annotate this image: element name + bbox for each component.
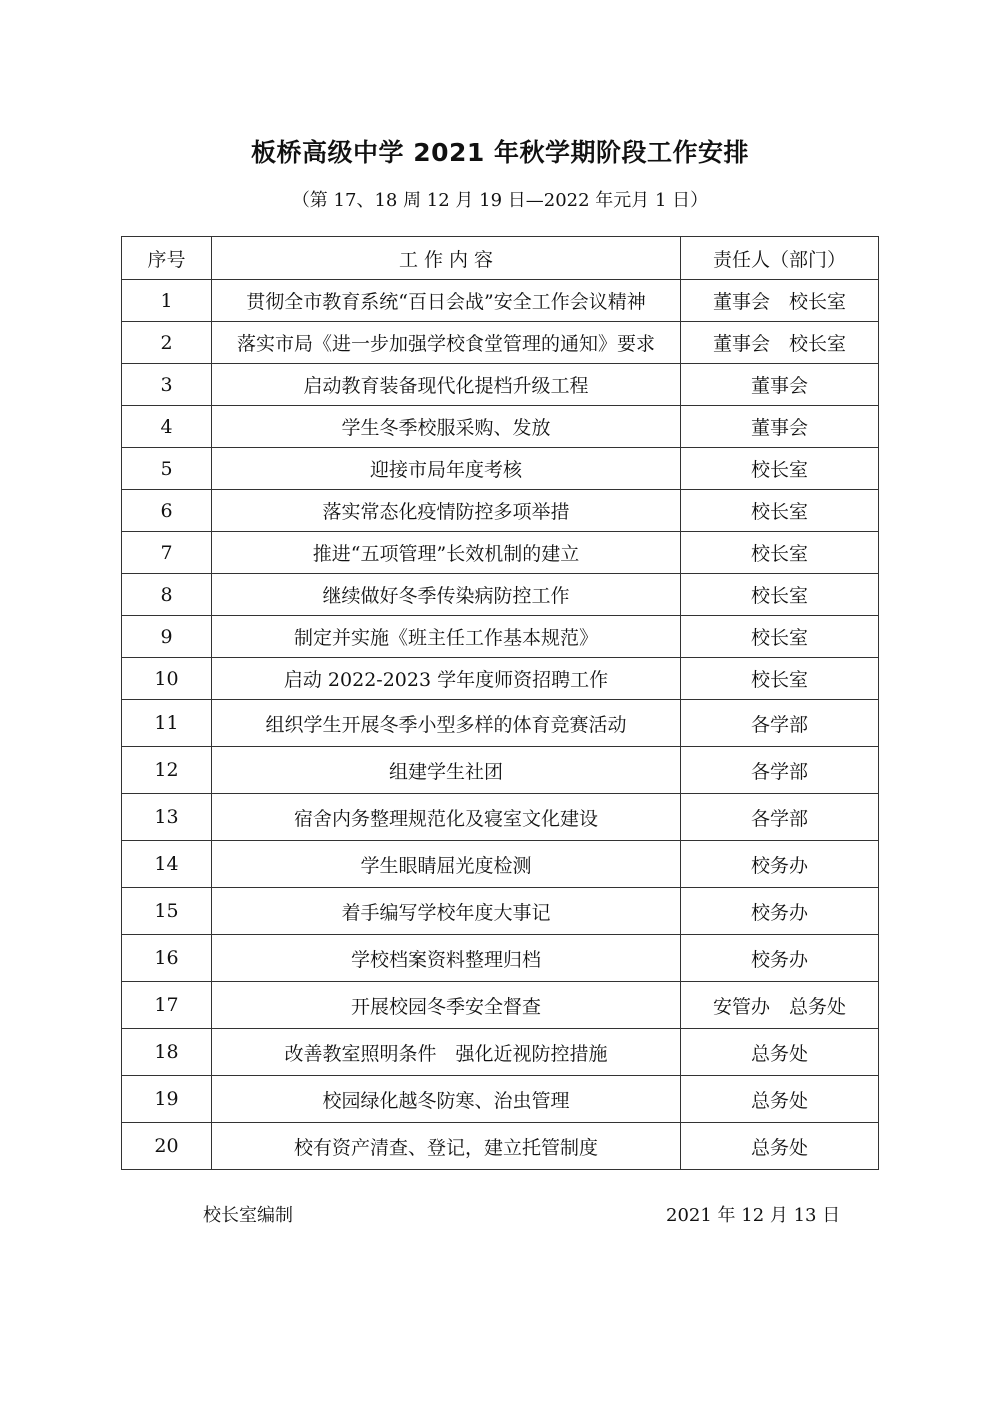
row-index: 3 [122, 364, 212, 406]
row-index: 19 [122, 1076, 212, 1123]
row-content: 迎接市局年度考核 [212, 448, 681, 490]
row-responsible: 校务办 [681, 935, 879, 982]
table-row [122, 1076, 879, 1123]
row-index: 7 [122, 532, 212, 574]
row-responsible: 校长室 [681, 658, 879, 700]
table-row [122, 490, 879, 532]
table-row [122, 406, 879, 448]
row-content: 继续做好冬季传染病防控工作 [212, 574, 681, 616]
row-index: 10 [122, 658, 212, 700]
table-row [122, 532, 879, 574]
row-responsible: 校长室 [681, 448, 879, 490]
row-content: 组建学生社团 [212, 747, 681, 794]
row-content: 贯彻全市教育系统“百日会战”安全工作会议精神 [212, 280, 681, 322]
row-responsible: 董事会 [681, 406, 879, 448]
row-index: 18 [122, 1029, 212, 1076]
header-responsible: 责任人（部门） [681, 237, 879, 280]
row-content: 制定并实施《班主任工作基本规范》 [212, 616, 681, 658]
table-header-row [122, 237, 879, 280]
row-index: 9 [122, 616, 212, 658]
row-content: 宿舍内务整理规范化及寝室文化建设 [212, 794, 681, 841]
row-content: 改善教室照明条件 强化近视防控措施 [212, 1029, 681, 1076]
row-responsible: 总务处 [681, 1029, 879, 1076]
row-responsible: 校长室 [681, 490, 879, 532]
table-row [122, 1029, 879, 1076]
header-index: 序号 [122, 237, 212, 280]
row-responsible: 各学部 [681, 794, 879, 841]
row-index: 5 [122, 448, 212, 490]
table-row [122, 1123, 879, 1170]
table-row [122, 616, 879, 658]
row-index: 11 [122, 700, 212, 747]
row-content: 学生冬季校服采购、发放 [212, 406, 681, 448]
table-row [122, 794, 879, 841]
row-content: 启动 2022-2023 学年度师资招聘工作 [212, 658, 681, 700]
table-row [122, 448, 879, 490]
row-content: 开展校园冬季安全督查 [212, 982, 681, 1029]
row-content: 落实市局《进一步加强学校食堂管理的通知》要求 [212, 322, 681, 364]
table-row [122, 888, 879, 935]
row-content: 校有资产清查、登记，建立托管制度 [212, 1123, 681, 1170]
row-responsible: 各学部 [681, 747, 879, 794]
table-row [122, 364, 879, 406]
footer-date: 2021 年 12 月 13 日 [666, 1205, 841, 1226]
row-index: 15 [122, 888, 212, 935]
table-row [122, 841, 879, 888]
row-index: 1 [122, 280, 212, 322]
row-content: 组织学生开展冬季小型多样的体育竞赛活动 [212, 700, 681, 747]
row-index: 8 [122, 574, 212, 616]
row-index: 17 [122, 982, 212, 1029]
table-row [122, 982, 879, 1029]
row-index: 16 [122, 935, 212, 982]
row-content: 学生眼睛屈光度检测 [212, 841, 681, 888]
table-row [122, 700, 879, 747]
row-content: 着手编写学校年度大事记 [212, 888, 681, 935]
table-row [122, 658, 879, 700]
row-responsible: 校长室 [681, 532, 879, 574]
table-row [122, 574, 879, 616]
row-index: 13 [122, 794, 212, 841]
table-row [122, 322, 879, 364]
row-responsible: 校务办 [681, 888, 879, 935]
table-row [122, 280, 879, 322]
row-responsible: 各学部 [681, 700, 879, 747]
row-responsible: 总务处 [681, 1123, 879, 1170]
row-index: 14 [122, 841, 212, 888]
table-row [122, 747, 879, 794]
row-content: 推进“五项管理”长效机制的建立 [212, 532, 681, 574]
row-content: 校园绿化越冬防寒、治虫管理 [212, 1076, 681, 1123]
row-responsible: 董事会 校长室 [681, 280, 879, 322]
row-content: 启动教育装备现代化提档升级工程 [212, 364, 681, 406]
row-responsible: 安管办 总务处 [681, 982, 879, 1029]
row-index: 12 [122, 747, 212, 794]
row-responsible: 董事会 [681, 364, 879, 406]
table-row [122, 935, 879, 982]
page-title: 板桥高级中学 2021 年秋学期阶段工作安排 [251, 138, 749, 167]
row-index: 20 [122, 1123, 212, 1170]
row-index: 6 [122, 490, 212, 532]
footer-editor: 校长室编制 [203, 1205, 293, 1226]
row-responsible: 董事会 校长室 [681, 322, 879, 364]
row-content: 学校档案资料整理归档 [212, 935, 681, 982]
row-responsible: 校务办 [681, 841, 879, 888]
row-content: 落实常态化疫情防控多项举措 [212, 490, 681, 532]
row-index: 2 [122, 322, 212, 364]
row-responsible: 总务处 [681, 1076, 879, 1123]
row-index: 4 [122, 406, 212, 448]
work-schedule-table [121, 236, 879, 1170]
row-responsible: 校长室 [681, 616, 879, 658]
page-subtitle: （第 17、18 周 12 月 19 日—2022 年元月 1 日） [291, 190, 709, 211]
header-content: 工 作 内 容 [212, 237, 681, 280]
row-responsible: 校长室 [681, 574, 879, 616]
